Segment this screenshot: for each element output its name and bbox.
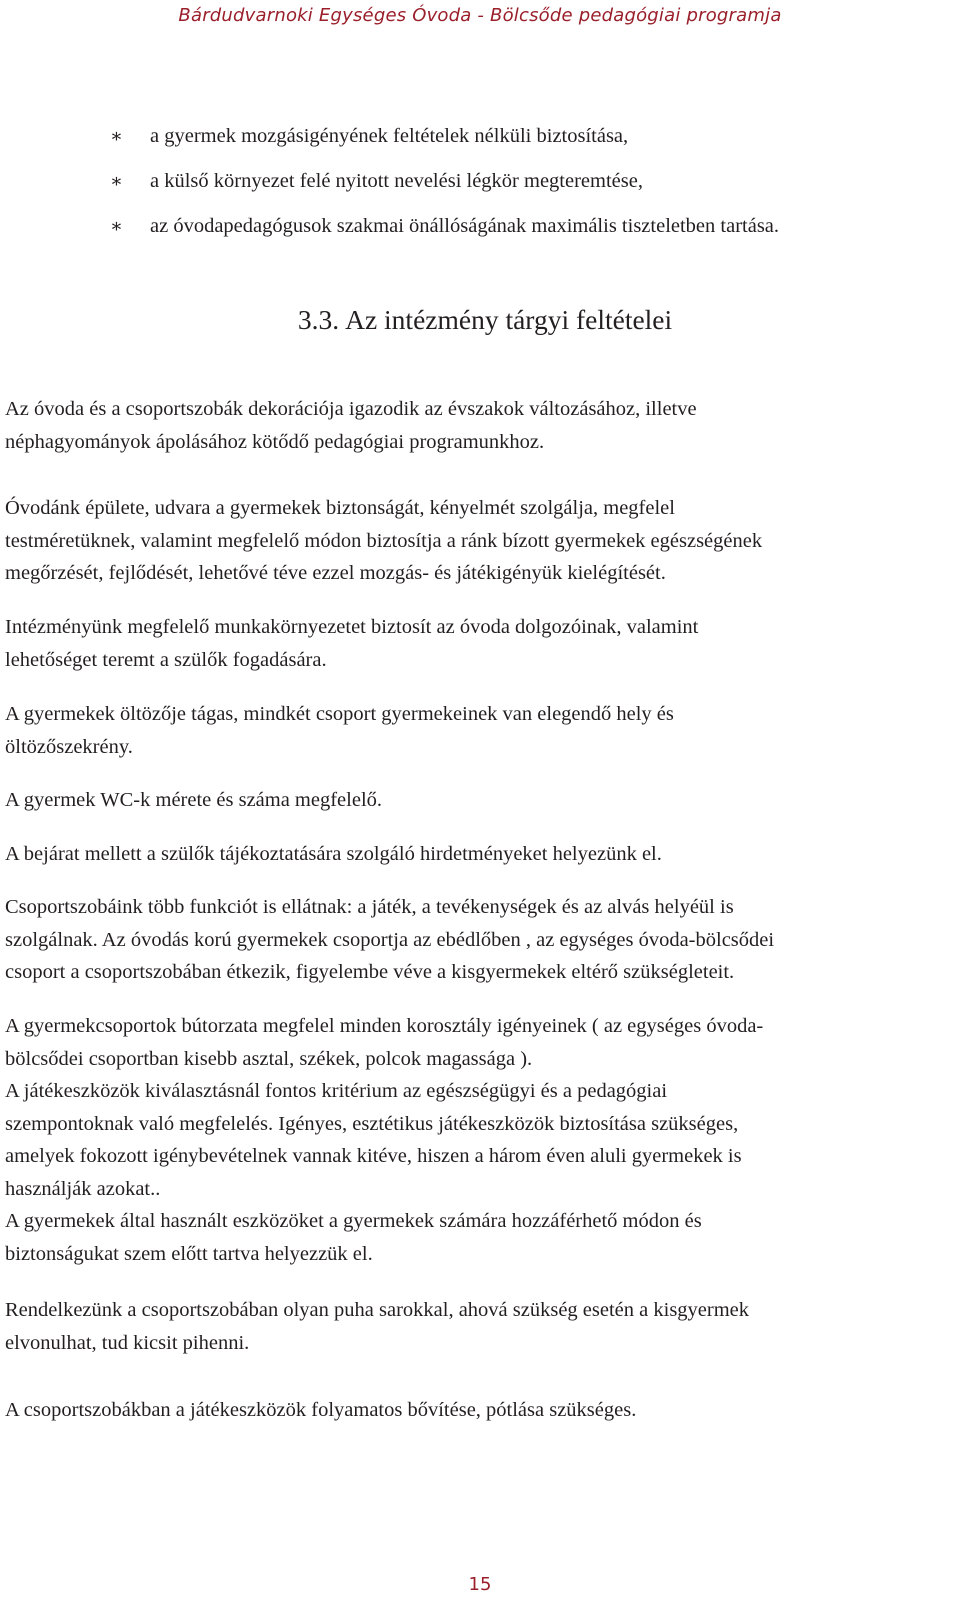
paragraph-toys xyxy=(5,1394,945,1427)
text-line: A játékeszközök kiválasztásnál fontos kritérium az egészségügyi és a pedagógiai xyxy=(5,1080,668,1102)
text-line: bölcsődei csoportban kisebb asztal, székek, polcok magassága ). xyxy=(5,1047,533,1070)
paragraph-soft-corner xyxy=(5,1294,945,1359)
section-title: Az intézmény tárgyi feltételei xyxy=(345,304,673,335)
text-line: Csoportszobáink több funkciót is ellátnak: a játék, a tevékenységek és az alvás helyéül is xyxy=(5,896,734,918)
text-line: biztonságukat szem előtt tartva helyezzük el. xyxy=(5,1242,373,1265)
text-line: A gyermek WC-k mérete és száma megfelelő. xyxy=(5,789,383,811)
text-line: A gyermekek által használt eszközöket a gyermekek számára hozzáférhető módon és xyxy=(5,1210,702,1232)
text-line: testméretüknek, valamint megfelelő módon biztosítja a ránk bízott gyermekek egészségének xyxy=(5,529,763,552)
bullet-item xyxy=(110,212,779,257)
text-line: A gyermekcsoportok bútorzata megfelel minden korosztály igényeinek ( az egységes óvoda- xyxy=(5,1015,764,1037)
paragraph-group-rooms xyxy=(5,891,945,989)
bullet-text: az óvodapedagógusok szakmai önállóságának maximális tiszteletben tartása. xyxy=(150,215,780,237)
text-line: szempontoknak való megfelelés. Igényes, esztétikus játékeszközök biztosítása szükséges, xyxy=(5,1112,739,1135)
text-line: öltözőszekrény. xyxy=(5,735,133,758)
text-line: Óvodánk épülete, udvara a gyermekek biztonságát, kényelmét szolgálja, megfelel xyxy=(5,497,675,519)
paragraph-decoration xyxy=(5,393,945,458)
paragraph-building xyxy=(5,492,945,590)
paragraph-work-environment xyxy=(5,611,945,676)
section-heading xyxy=(0,303,960,337)
paragraph-wc xyxy=(5,784,945,817)
text-line: A bejárat mellett a szülők tájékoztatására szolgáló hirdetményeket helyezünk el. xyxy=(5,843,662,865)
text-line: Az óvoda és a csoportszobák dekorációja igazodik az évszakok változásához, illetve xyxy=(5,398,697,420)
bullet-item xyxy=(110,122,779,167)
bullet-list xyxy=(110,122,779,257)
text-line: néphagyományok ápolásához kötődő pedagógiai programunkhoz. xyxy=(5,430,545,453)
asterisk-icon: ∗ xyxy=(110,171,123,192)
asterisk-icon: ∗ xyxy=(110,126,123,147)
text-line: lehetőséget teremt a szülők fogadására. xyxy=(5,648,327,671)
section-number: 3.3. xyxy=(297,304,340,335)
asterisk-icon: ∗ xyxy=(110,216,123,237)
bullet-text: a külső környezet felé nyitott nevelési légkör megteremtése, xyxy=(150,170,643,192)
text-line: csoport a csoportszobában étkezik, figyelembe véve a kisgyermekek eltérő szükségleteit. xyxy=(5,961,735,983)
text-line: amelyek fokozott igénybevételnek vannak kitéve, hiszen a három éven aluli gyermekek is xyxy=(5,1145,742,1167)
text-line: használják azokat.. xyxy=(5,1177,161,1200)
text-line: szolgálnak. Az óvodás korú gyermekek csoportja az ebédlőben , az egységes óvoda-bölcsődei xyxy=(5,928,775,951)
text-line: Intézményünk megfelelő munkakörnyezetet biztosít az óvoda dolgozóinak, valamint xyxy=(5,616,699,638)
text-line: Rendelkezünk a csoportszobában olyan puha sarokkal, ahová szükség esetén a kisgyermek xyxy=(5,1299,750,1321)
bullet-text: a gyermek mozgásigényének feltételek nélküli biztosítása, xyxy=(150,125,629,147)
page-header: Bárdudvarnoki Egységes Óvoda - Bölcsőde pedagógiai programja xyxy=(178,5,782,26)
page-number: 15 xyxy=(468,1574,492,1595)
paragraph-furniture xyxy=(5,1010,945,1270)
text-line: megőrzését, fejlődését, lehetővé téve ezzel mozgás- és játékigényük kielégítését. xyxy=(5,562,666,584)
text-line: A gyermekek öltözője tágas, mindkét csoport gyermekeinek van elegendő hely és xyxy=(5,703,674,725)
paragraph-entrance xyxy=(5,838,945,871)
bullet-item xyxy=(110,167,779,212)
text-line: elvonulhat, tud kicsit pihenni. xyxy=(5,1331,250,1354)
paragraph-cloakroom xyxy=(5,698,945,763)
text-line: A csoportszobákban a játékeszközök folyamatos bővítése, pótlása szükséges. xyxy=(5,1399,637,1421)
